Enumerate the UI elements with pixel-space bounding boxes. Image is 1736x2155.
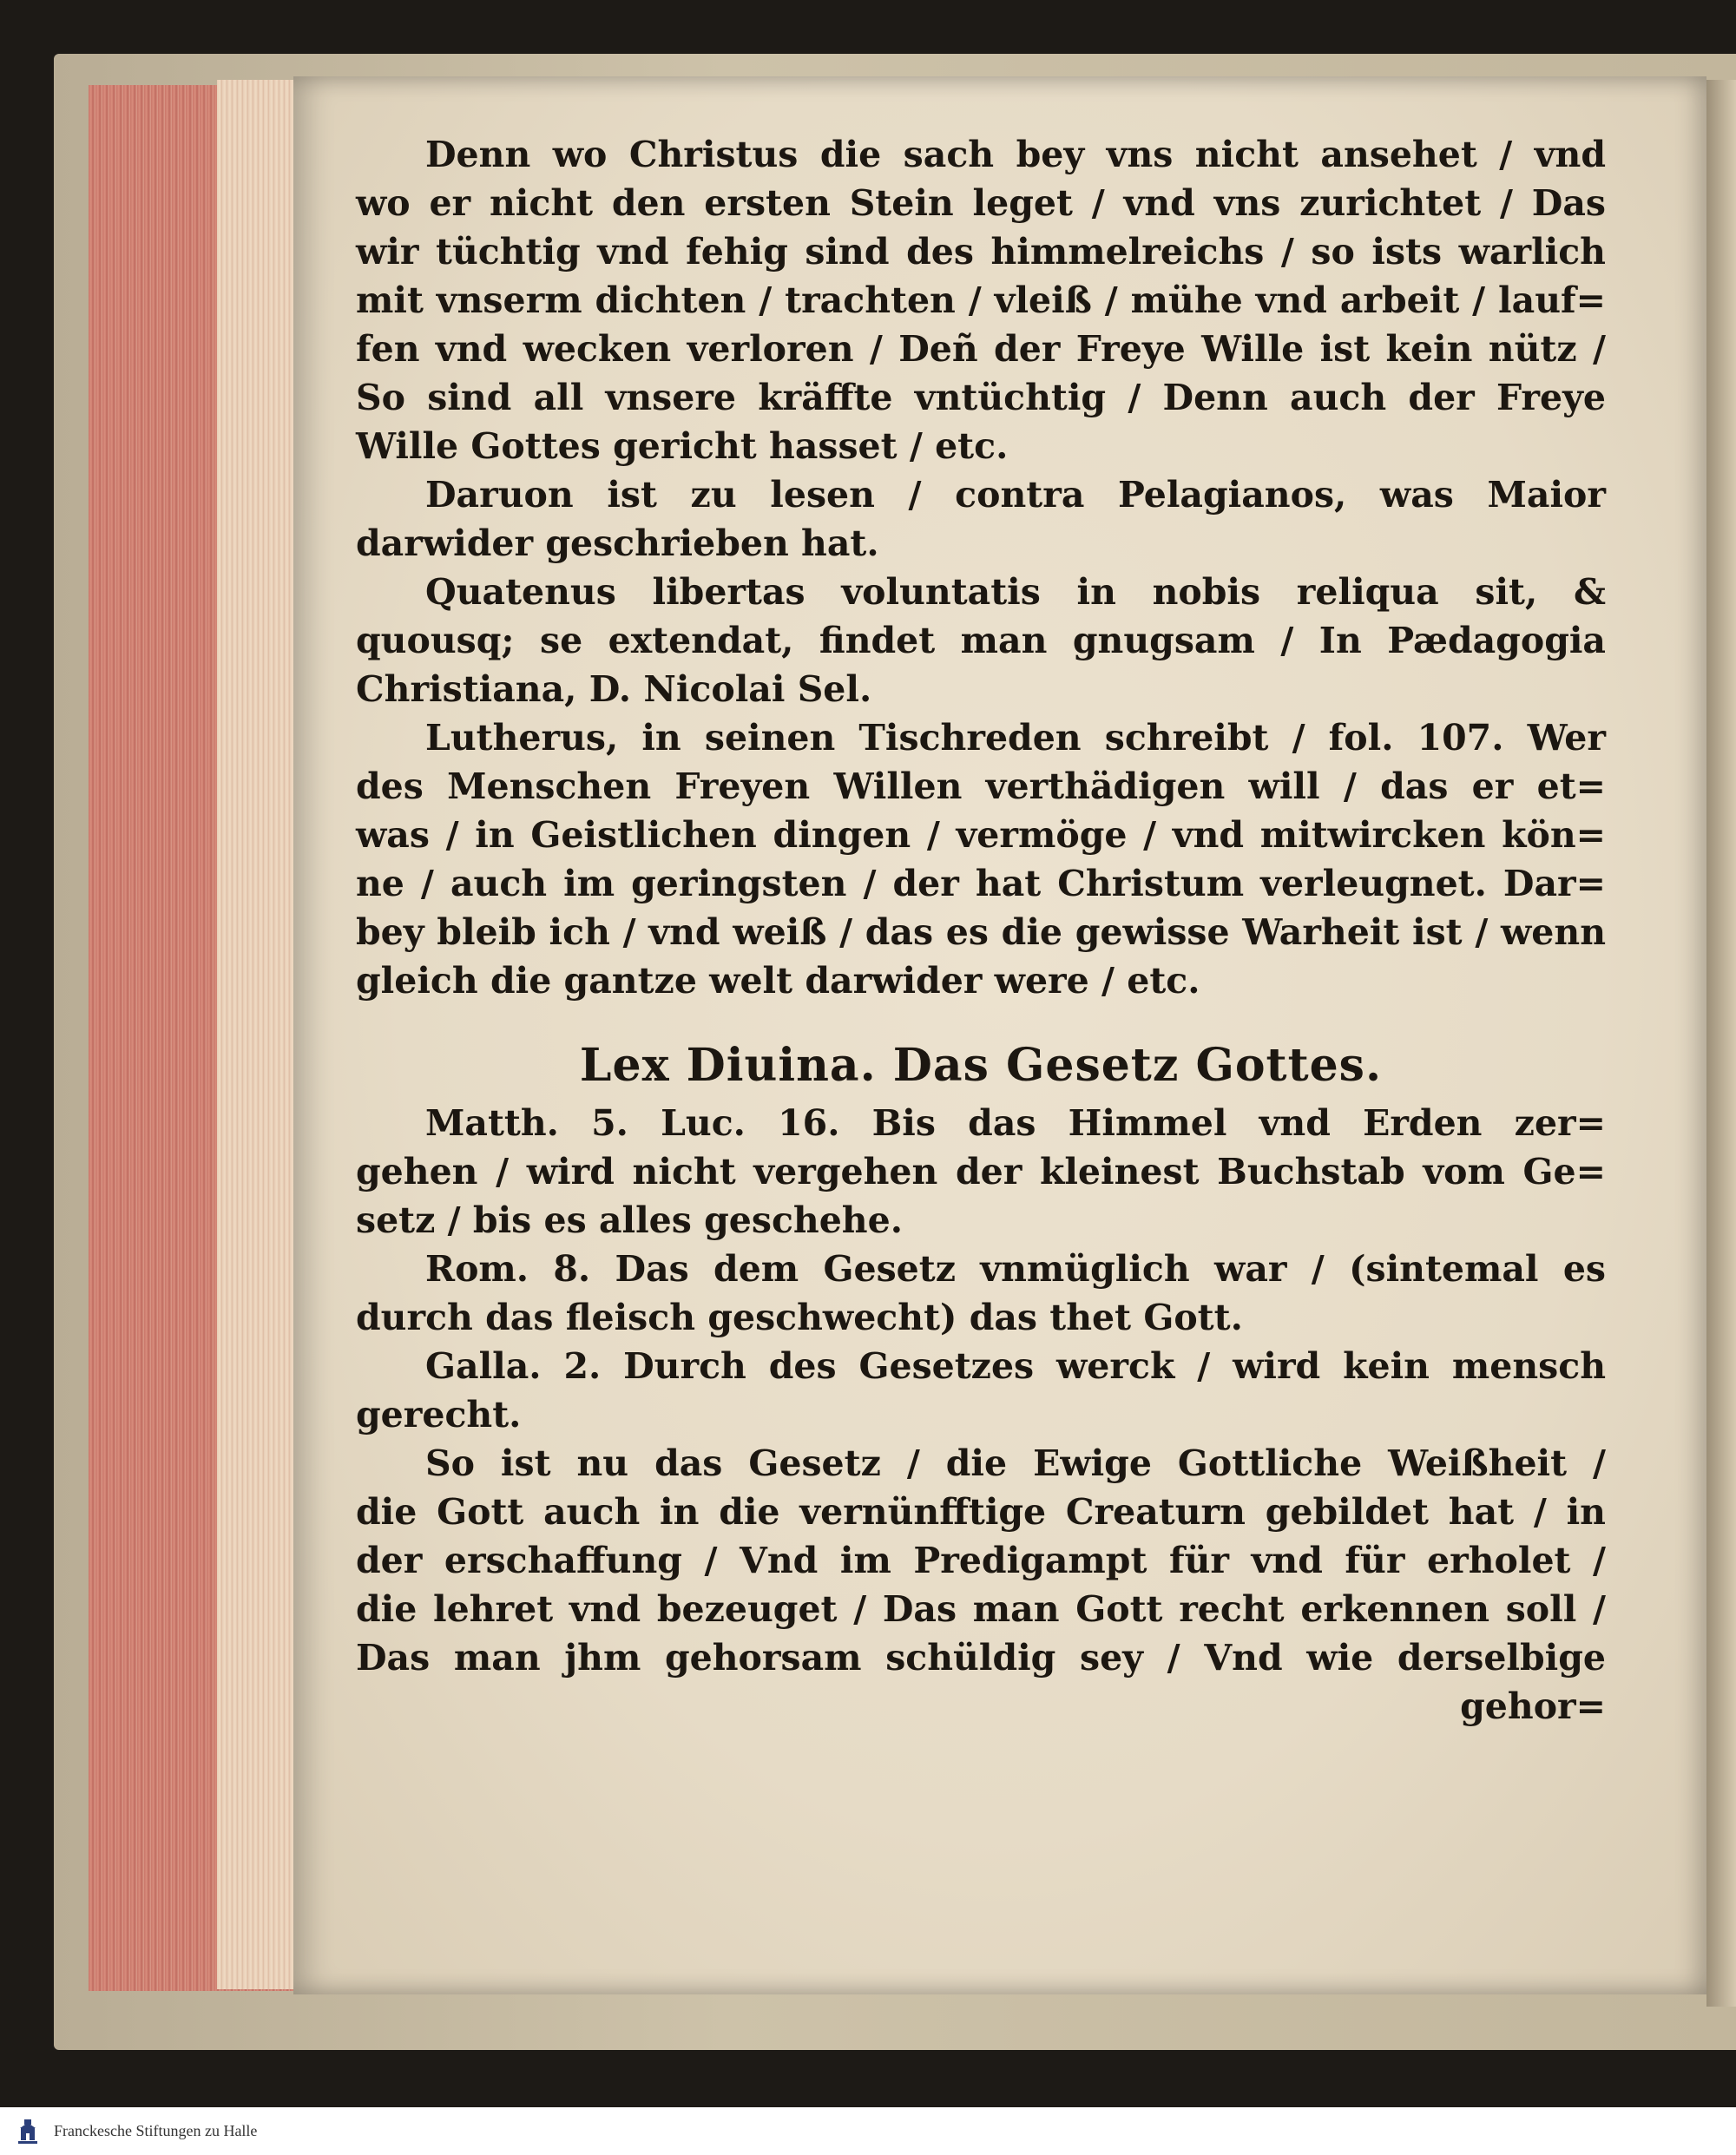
text-line: Rom. 8. Das dem Gesetz vnmüglich war / (sintemal es — [425, 1248, 1606, 1290]
paragraph-7 — [356, 1342, 1606, 1439]
text-line: mit vnserm dichten / trachten / vleiß / mühe vnd arbeit / lauf= — [356, 279, 1606, 321]
page-edges-pale — [217, 80, 295, 1989]
text-line: bey bleib ich / vnd weiß / das es die gewisse Warheit ist / wenn — [356, 911, 1606, 953]
text-line: Daruon ist zu lesen / contra Pelagianos, was Maior — [425, 474, 1606, 516]
text-line: die lehret vnd bezeuget / Das man Gott recht erkennen soll / — [356, 1588, 1606, 1630]
text-line: wo er nicht den ersten Stein leget / vnd vns zurichtet / Das — [356, 182, 1606, 224]
text-line: ne / auch im geringsten / der hat Christum verleugnet. Dar= — [356, 863, 1606, 904]
text-line: quousq; se extendat, findet man gnugsam / In Pædagogia — [356, 620, 1606, 661]
paragraph-1 — [356, 130, 1606, 470]
catchword: gehor= — [1460, 1685, 1606, 1727]
text-line: gerecht. — [356, 1394, 522, 1436]
text-line: So ist nu das Gesetz / die Ewige Gottliche Weißheit / — [425, 1442, 1606, 1484]
text-line: Lutherus, in seinen Tischreden schreibt / fol. 107. Wer — [425, 717, 1606, 759]
footer-bar — [0, 2107, 1736, 2155]
text-line: des Menschen Freyen Willen verthädigen will / das er et= — [356, 765, 1606, 807]
text-line: darwider geschrieben hat. — [356, 522, 879, 564]
text-line: was / in Geistlichen dingen / vermöge / vnd mitwircken kön= — [356, 814, 1606, 856]
text-line: wir tüchtig vnd fehig sind des himmelreichs / so ists warlich — [356, 231, 1606, 273]
page-text — [356, 130, 1606, 1731]
paragraph-6 — [356, 1245, 1606, 1342]
paragraph-4 — [356, 713, 1606, 1005]
section-heading: Lex Diuina. Das Gesetz Gottes. — [579, 1039, 1383, 1092]
text-line: Denn wo Christus die sach bey vns nicht ansehet / vnd — [425, 134, 1606, 175]
text-line: Wille Gottes gericht hasset / etc. — [356, 425, 1009, 467]
facing-page-edge — [1706, 80, 1736, 2007]
text-line: Galla. 2. Durch des Gesetzes werck / wird kein mensch — [425, 1345, 1606, 1387]
institution-logo-icon — [12, 2116, 43, 2147]
text-line: gleich die gantze welt darwider were / etc. — [356, 960, 1200, 1002]
text-line: die Gott auch in die vernünfftige Creaturn gebildet hat / in — [356, 1491, 1606, 1533]
paragraph-5 — [356, 1099, 1606, 1245]
text-line: Das man jhm gehorsam schüldig sey / Vnd wie derselbige — [356, 1637, 1606, 1679]
paragraph-3 — [356, 568, 1606, 713]
paragraph-8 — [356, 1439, 1606, 1731]
text-line: Matth. 5. Luc. 16. Bis das Himmel vnd Erden zer= — [425, 1102, 1606, 1144]
paragraph-2 — [356, 470, 1606, 568]
text-line: fen vnd wecken verloren / Deñ der Freye Wille ist kein nütz / — [356, 328, 1606, 370]
text-line: durch das fleisch geschwecht) das thet Gott. — [356, 1297, 1243, 1338]
text-line: Christiana, D. Nicolai Sel. — [356, 668, 872, 710]
text-line: Quatenus libertas voluntatis in nobis reliqua sit, & — [425, 571, 1606, 613]
institution-name: Franckesche Stiftungen zu Halle — [54, 2122, 258, 2139]
text-line: So sind all vnsere kräffte vntüchtig / Denn auch der Freye — [356, 377, 1606, 418]
text-line: gehen / wird nicht vergehen der kleinest Buchstab vom Ge= — [356, 1151, 1606, 1192]
text-line: der erschaffung / Vnd im Predigampt für vnd für erholet / — [356, 1540, 1606, 1581]
text-line: setz / bis es alles geschehe. — [356, 1199, 903, 1241]
